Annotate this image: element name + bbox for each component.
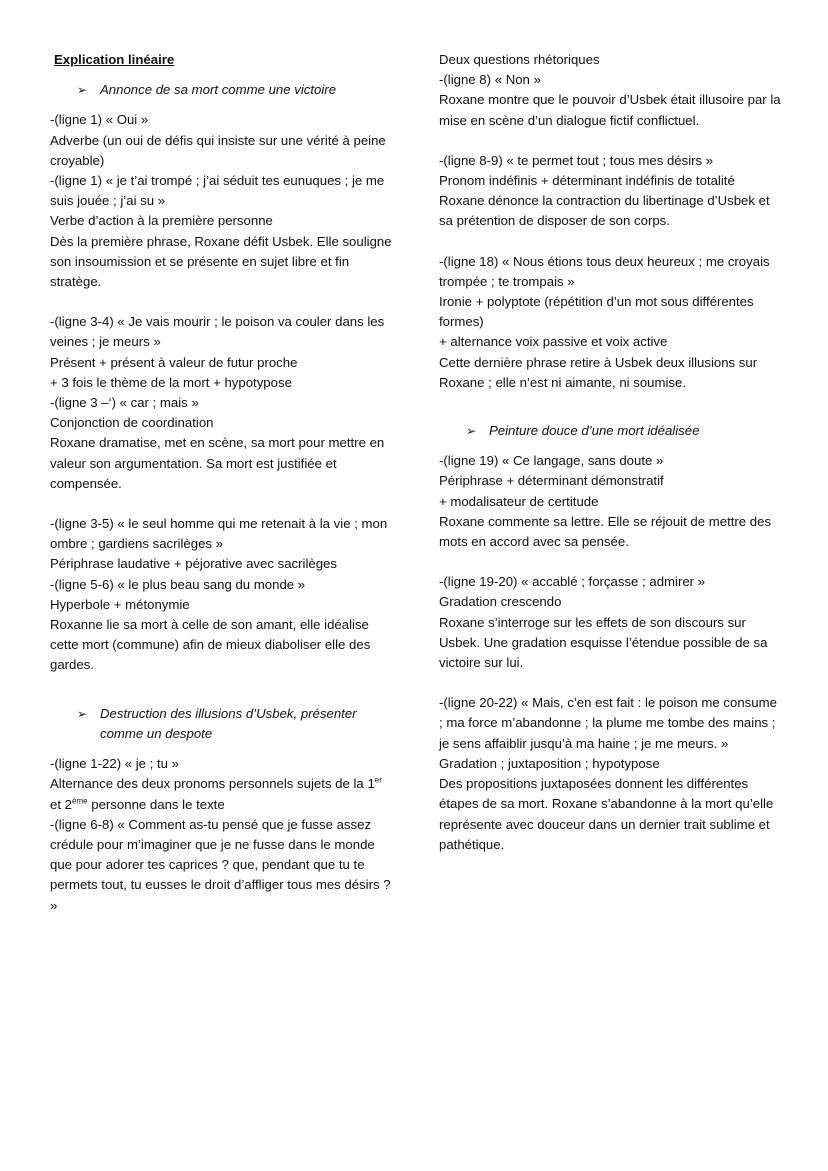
analysis-line: Cette dernière phrase retire à Usbek deux illusions sur Roxane ; elle n’est ni aimante, ni soumise. (439, 354, 758, 390)
section-heading-text: Annonce de sa mort comme une victoire (100, 82, 337, 98)
analysis-line: -(ligne 5-6) « le plus beau sang du monde » (50, 576, 306, 592)
analysis-line: -(ligne 1) « Oui » (50, 112, 149, 128)
analysis-line: Alternance des deux pronoms personnels sujets de la 1er et 2ème personne dans le texte (50, 775, 382, 812)
section-heading-peinture (439, 421, 784, 441)
section-heading-text: Peinture douce d’une mort idéalisée (489, 423, 700, 439)
section-heading-victoire (50, 80, 395, 100)
analysis-line: Conjonction de coordination (50, 415, 214, 431)
arrow-bullet-icon: ➢ (77, 83, 88, 98)
analysis-line: -(ligne 8-9) « te permet tout ; tous mes désirs » (439, 152, 714, 168)
analysis-line: -(ligne 19-20) « accablé ; forçasse ; admirer » (439, 574, 706, 590)
analysis-line: Gradation crescendo (439, 594, 562, 610)
left-column (50, 50, 395, 916)
analysis-line: + 3 fois le thème de la mort + hypotypose (50, 374, 292, 390)
analysis-line: -(ligne 3-4) « Je vais mourir ; le poison va couler dans les veines ; je meurs » (50, 314, 385, 350)
analysis-line: -(ligne 8) « Non » (439, 72, 541, 88)
document-title: Explication linéaire (54, 52, 175, 67)
arrow-bullet-icon: ➢ (466, 424, 477, 439)
analysis-line: Verbe d’action à la première personne (50, 213, 273, 229)
analysis-line: Roxane dramatise, met en scène, sa mort pour mettre en valeur son argumentation. Sa mort est justifiée et compensée. (50, 435, 385, 491)
analysis-line: -(ligne 18) « Nous étions tous deux heureux ; me croyais trompée ; te trompais » (439, 253, 770, 289)
analysis-line: -(ligne 20-22) « Mais, c’en est fait : le poison me consume ; ma force m’abandonne ; la plume me tombe des mains ; je sens affaiblir jusqu’à ma haine ; je me meurs. » (439, 695, 777, 751)
analysis-line: Gradation ; juxtaposition ; hypotypose (439, 755, 660, 771)
analysis-line: -(ligne 3 –‘) « car ; mais » (50, 395, 199, 411)
analysis-line: + modalisateur de certitude (439, 493, 599, 509)
arrow-bullet-icon: ➢ (77, 706, 88, 721)
analysis-line: Roxane dénonce la contraction du libertinage d’Usbek et sa prétention de disposer de son corps. (439, 193, 770, 229)
analysis-line: Périphrase laudative + péjorative avec sacrilèges (50, 556, 337, 572)
analysis-line: Ironie + polyptote (répétition d’un mot sous différentes formes) (439, 294, 754, 330)
analysis-line: Dès la première phrase, Roxane défit Usbek. Elle souligne son insoumission et se présente en sujet libre et fin stratège. (50, 233, 392, 290)
analysis-line: Deux questions rhétoriques (439, 52, 600, 67)
analysis-line: -(ligne 1) « je t’ai trompé ; j’ai séduit tes eunuques ; je me suis jouée ; j’ai su » (50, 173, 385, 209)
analysis-line: Hyperbole + métonymie (50, 596, 190, 612)
analysis-line: + alternance voix passive et voix active (439, 334, 668, 350)
analysis-line: -(ligne 6-8) « Comment as-tu pensé que je fusse assez crédule pour m’imaginer que je ne fusse dans le monde que pour adorer tes caprices ? que, pendant que tu te permets tout, tu eusses le droit d’affliger tous mes désirs ? » (50, 816, 391, 913)
analysis-line: Présent + présent à valeur de futur proche (50, 354, 298, 370)
analysis-line: Des propositions juxtaposées donnent les différentes étapes de sa mort. Roxane s’abandonne à la mort qu’elle représente avec douceur dans un dernier trait sublime et pathétique. (439, 776, 774, 852)
analysis-line: Adverbe (un oui de défis qui insiste sur une vérité à peine croyable) (50, 132, 386, 168)
analysis-line: Roxane montre que le pouvoir d’Usbek était illusoire par la mise en scène d’un dialogue fictif conflictuel. (439, 92, 781, 128)
analysis-line: -(ligne 1-22) « je ; tu » (50, 756, 180, 772)
section-heading-text: Destruction des illusions d’Usbek, présenter comme un despote (100, 705, 357, 741)
right-column (439, 50, 784, 855)
analysis-line: Roxane commente sa lettre. Elle se réjouit de mettre des mots en accord avec sa pensée. (439, 513, 772, 550)
analysis-line: -(ligne 3-5) « le seul homme qui me retenait à la vie ; mon ombre ; gardiens sacrilèges » (50, 516, 388, 552)
analysis-line: Roxanne lie sa mort à celle de son amant, elle idéalise cette mort (commune) afin de mieux diaboliser elle des gardes. (50, 617, 371, 673)
analysis-line: -(ligne 19) « Ce langage, sans doute » (439, 453, 664, 469)
section-heading-despote (50, 704, 395, 744)
analysis-line: Roxane s’interroge sur les effets de son discours sur Usbek. Une gradation esquisse l’étendue possible de sa victoire sur lui. (439, 614, 768, 671)
analysis-line: Pronom indéfinis + déterminant indéfinis de totalité (439, 173, 735, 189)
analysis-line: Périphrase + déterminant démonstratif (439, 473, 664, 489)
